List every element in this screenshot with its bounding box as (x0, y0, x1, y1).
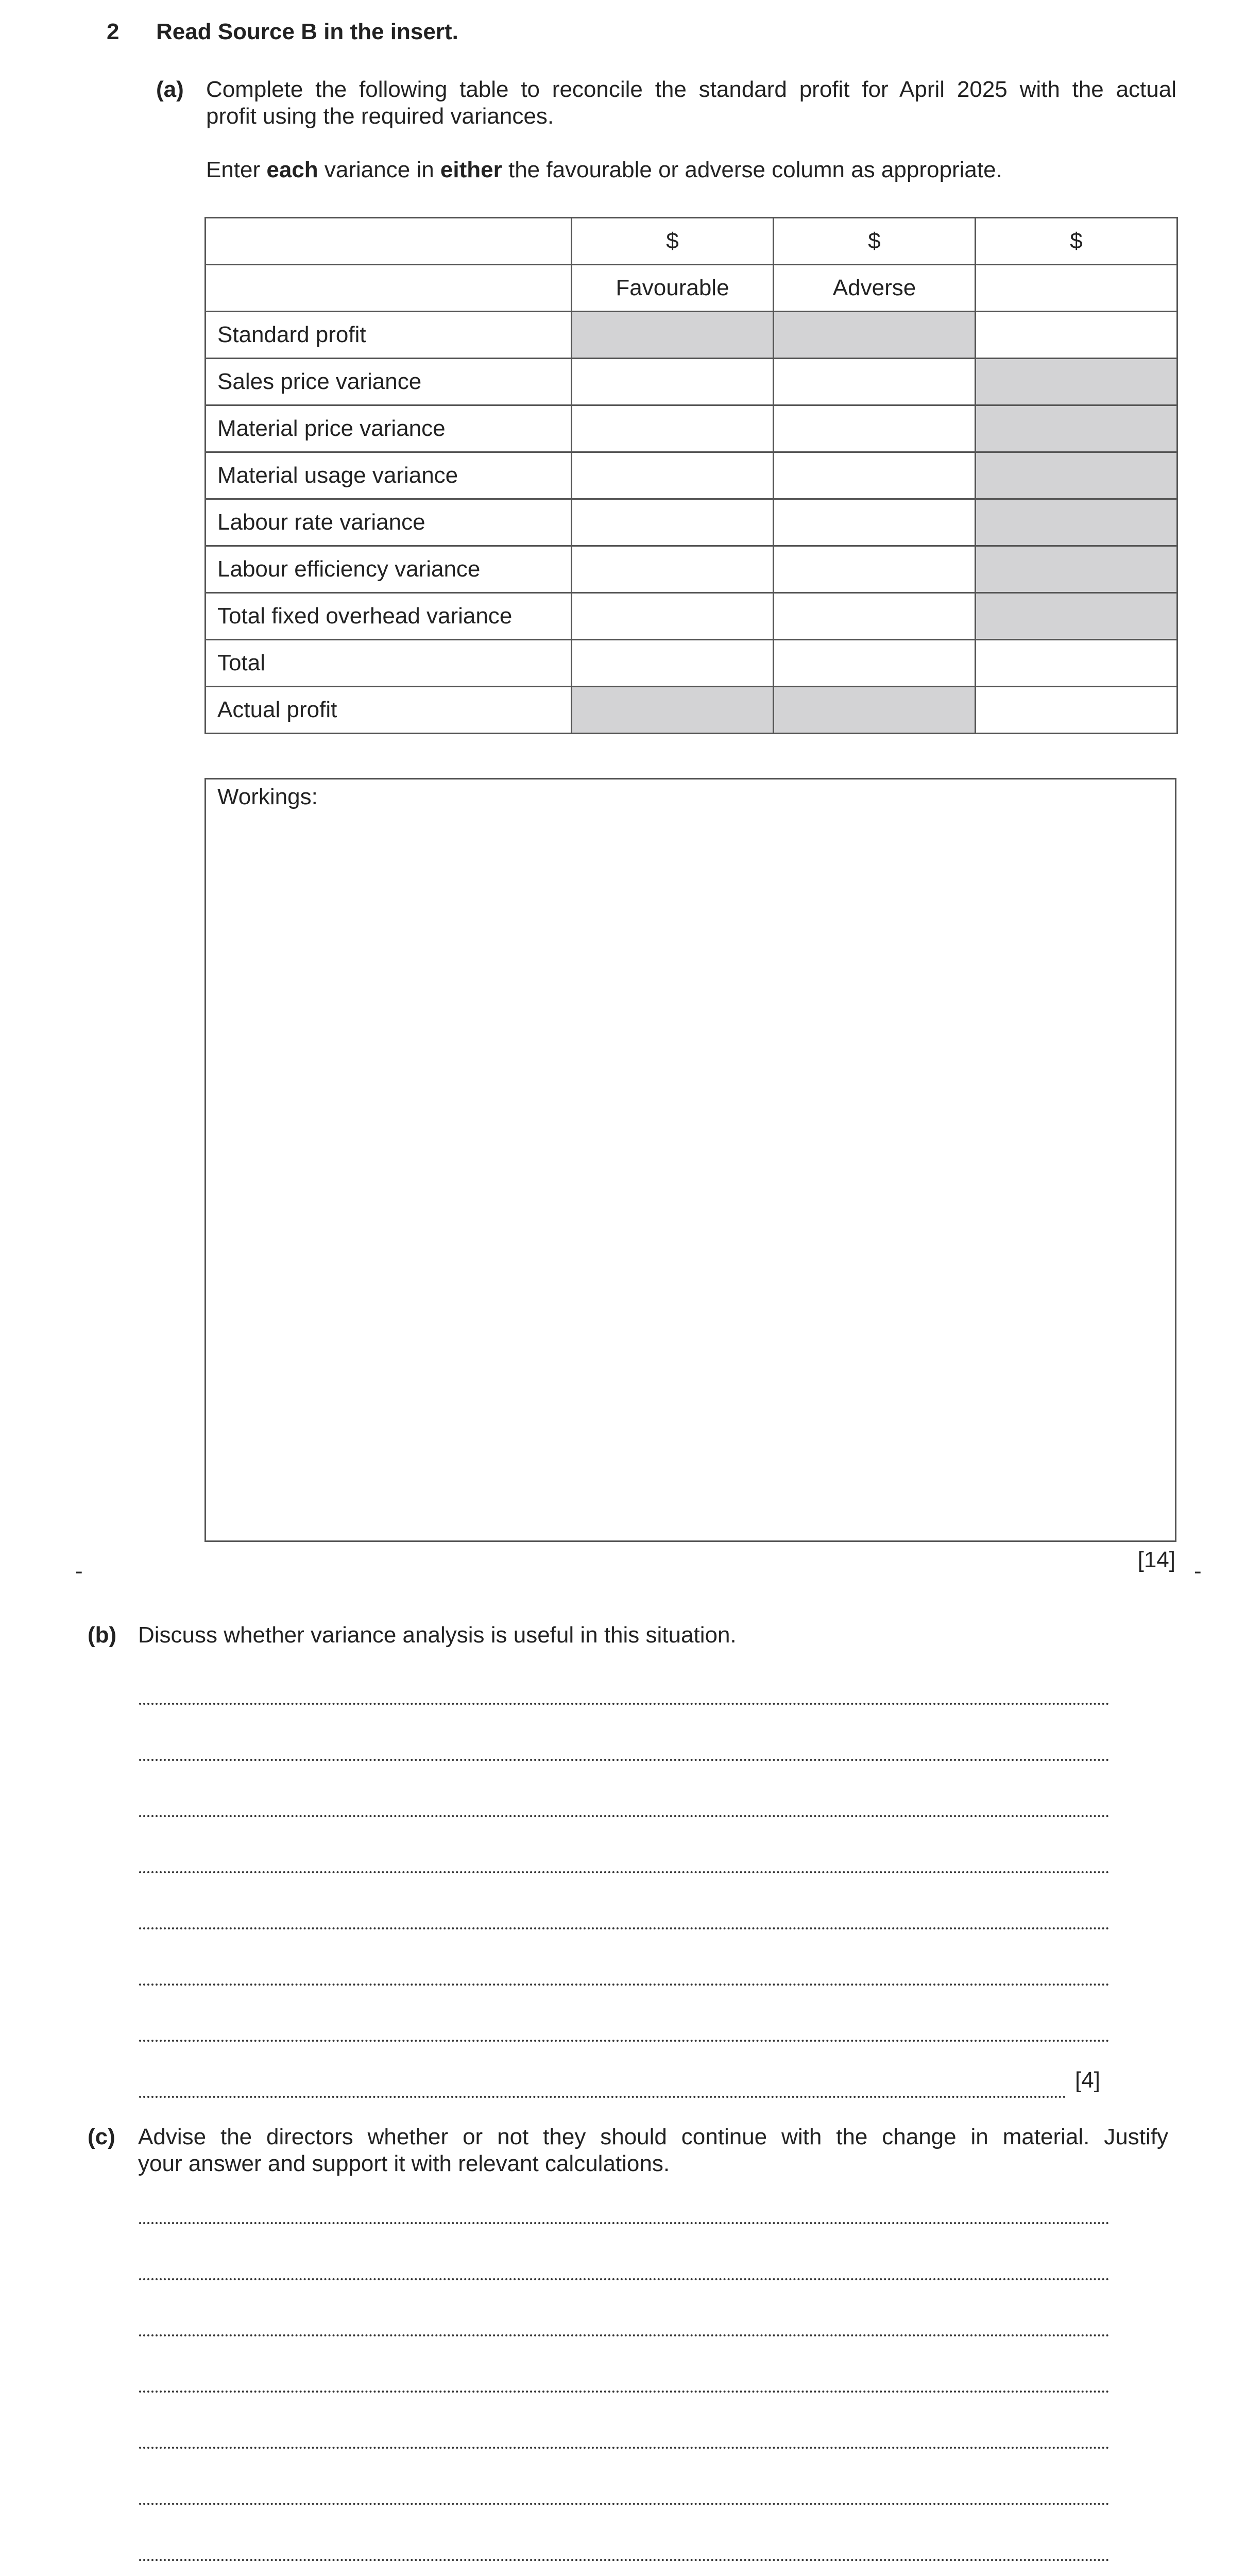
table-row (206, 405, 1177, 452)
shaded-cell (976, 593, 1177, 640)
answer-cell[interactable] (572, 499, 774, 546)
table-row (206, 546, 1177, 593)
answer-cell[interactable] (572, 359, 774, 405)
shaded-cell (976, 546, 1177, 593)
column-header (976, 265, 1177, 312)
answer-line[interactable] (139, 1759, 1110, 1761)
shaded-cell (976, 452, 1177, 499)
answer-line[interactable] (139, 1703, 1110, 1705)
row-label: Total (206, 640, 572, 687)
answer-line[interactable] (139, 1815, 1110, 1817)
part-a-text-line1: Complete the following table to reconcile the standard profit for April 2025 with the actual (206, 77, 1176, 102)
shaded-cell (572, 312, 774, 359)
page-mark-right: - (1194, 1558, 1202, 1584)
reconciliation-table (204, 217, 1178, 734)
answer-cell[interactable] (774, 640, 976, 687)
shaded-cell (976, 499, 1177, 546)
currency-header: $ (976, 218, 1177, 265)
table-row (206, 640, 1177, 687)
part-c-label: (c) (88, 2124, 115, 2149)
answer-line[interactable] (139, 1984, 1110, 1986)
table-cell-blank (206, 218, 572, 265)
answer-cell[interactable] (572, 452, 774, 499)
currency-header: $ (774, 218, 976, 265)
enter-bold-each: each (266, 157, 318, 182)
question-instruction: Read Source B in the insert. (156, 19, 458, 44)
answer-line[interactable] (139, 2096, 1066, 2098)
row-label: Material usage variance (206, 452, 572, 499)
row-label: Standard profit (206, 312, 572, 359)
table-row (206, 593, 1177, 640)
answer-line[interactable] (139, 1927, 1110, 1929)
shaded-cell (976, 405, 1177, 452)
column-header: Adverse (774, 265, 976, 312)
row-label: Total fixed overhead variance (206, 593, 572, 640)
table-row (206, 452, 1177, 499)
answer-cell[interactable] (572, 546, 774, 593)
part-a-marks: [14] (1137, 1547, 1175, 1572)
row-label: Labour efficiency variance (206, 546, 572, 593)
answer-cell[interactable] (774, 593, 976, 640)
answer-line[interactable] (139, 2391, 1110, 2393)
answer-cell[interactable] (572, 640, 774, 687)
shaded-cell (976, 359, 1177, 405)
table-currency-row (206, 218, 1177, 265)
table-cell-blank (206, 265, 572, 312)
part-c-text-line2: your answer and support it with relevant calculations. (138, 2151, 670, 2176)
answer-line[interactable] (139, 2334, 1110, 2336)
shaded-cell (774, 312, 976, 359)
shaded-cell (572, 687, 774, 734)
enter-suffix: the favourable or adverse column as appropriate. (502, 157, 1002, 182)
answer-cell[interactable] (976, 312, 1177, 359)
workings-label: Workings: (217, 784, 318, 809)
enter-bold-either: either (440, 157, 502, 182)
enter-prefix: Enter (206, 157, 267, 182)
answer-line[interactable] (139, 2278, 1110, 2280)
table-row (206, 359, 1177, 405)
answer-cell[interactable] (774, 452, 976, 499)
enter-mid: variance in (318, 157, 440, 182)
table-row (206, 499, 1177, 546)
part-b-text: Discuss whether variance analysis is useful in this situation. (138, 1622, 737, 1648)
row-label: Actual profit (206, 687, 572, 734)
table-row (206, 312, 1177, 359)
answer-line[interactable] (139, 2559, 1110, 2561)
answer-cell[interactable] (774, 499, 976, 546)
row-label: Sales price variance (206, 359, 572, 405)
answer-cell[interactable] (572, 405, 774, 452)
part-b-label: (b) (88, 1622, 117, 1648)
part-a-text-line2: profit using the required variances. (206, 104, 554, 129)
row-label: Material price variance (206, 405, 572, 452)
answer-line[interactable] (139, 2222, 1110, 2224)
part-b-marks: [4] (1075, 2067, 1100, 2093)
answer-line[interactable] (139, 2040, 1110, 2042)
table-header-row (206, 265, 1177, 312)
answer-cell[interactable] (572, 593, 774, 640)
answer-line[interactable] (139, 2447, 1110, 2449)
column-header: Favourable (572, 265, 774, 312)
answer-cell[interactable] (774, 359, 976, 405)
workings-box[interactable] (204, 778, 1176, 1542)
answer-cell[interactable] (774, 546, 976, 593)
part-a-enter-instruction (206, 157, 1002, 183)
answer-cell[interactable] (976, 640, 1177, 687)
answer-cell[interactable] (774, 405, 976, 452)
answer-cell[interactable] (976, 687, 1177, 734)
table-row (206, 687, 1177, 734)
answer-line[interactable] (139, 2503, 1110, 2505)
page-mark-left: - (75, 1558, 83, 1584)
shaded-cell (774, 687, 976, 734)
answer-line[interactable] (139, 1871, 1110, 1873)
question-number: 2 (107, 19, 120, 44)
part-c-text-line1: Advise the directors whether or not they should continue with the change in material. Justify (138, 2124, 1168, 2149)
part-a-label: (a) (156, 77, 184, 102)
row-label: Labour rate variance (206, 499, 572, 546)
currency-header: $ (572, 218, 774, 265)
